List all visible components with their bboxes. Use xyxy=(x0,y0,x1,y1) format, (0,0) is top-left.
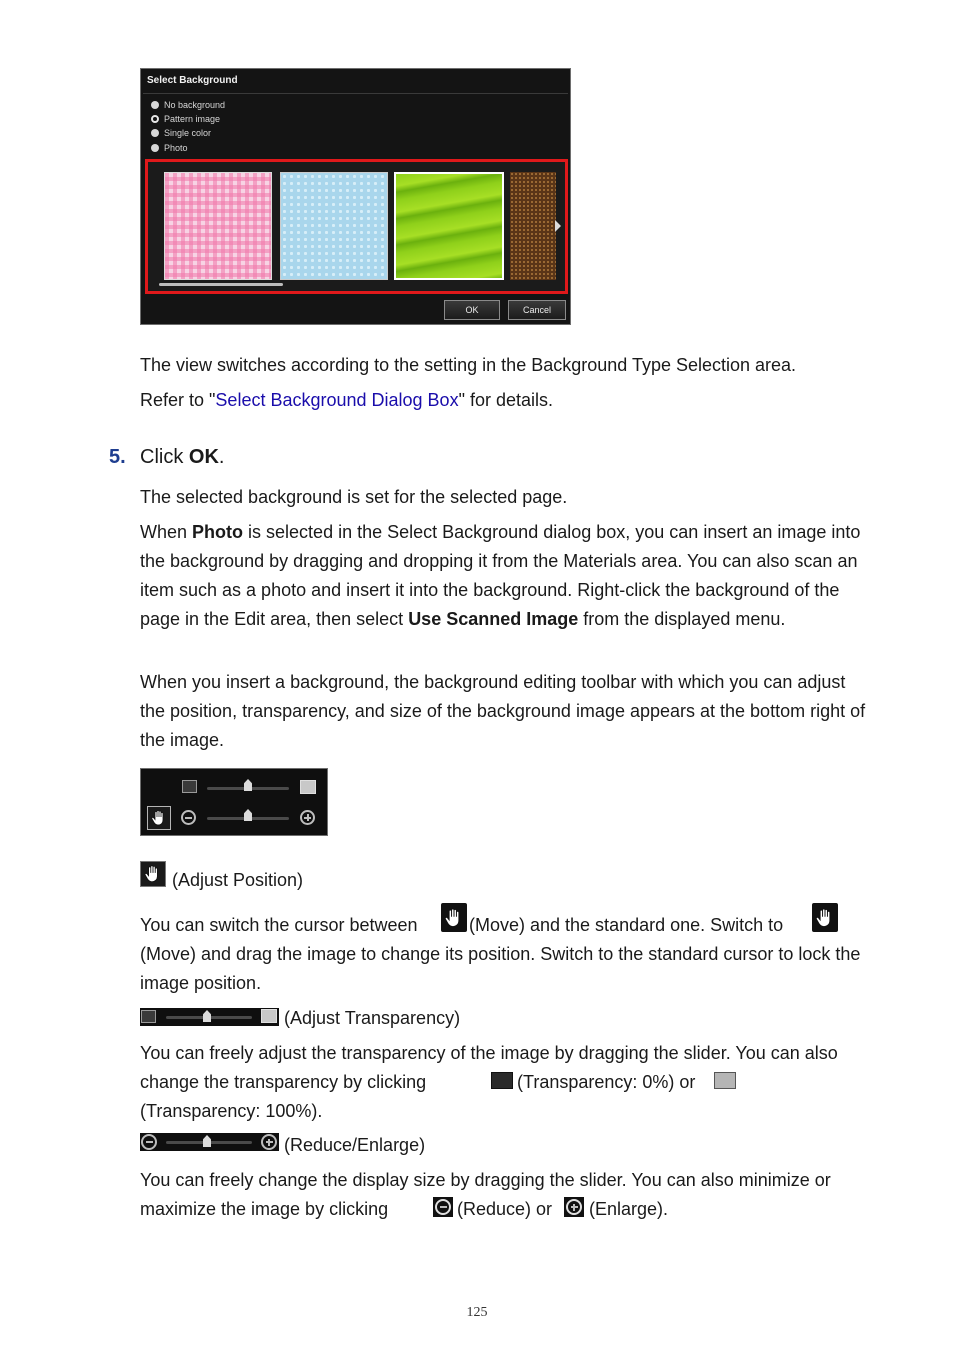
adjust-position-label: (Adjust Position) xyxy=(172,870,304,890)
step-suffix: . xyxy=(218,446,225,468)
reduce-inline-icon xyxy=(433,1197,453,1217)
photo-text-1: When xyxy=(140,522,193,542)
dialog-divider xyxy=(143,93,568,94)
adjust-position-button[interactable] xyxy=(147,806,171,830)
switch-text-3: (Move) and drag the image to change its position. Switch to the standard cursor to lock the image position. xyxy=(140,944,861,993)
pattern-thumbnail-brown-dots[interactable] xyxy=(510,172,556,280)
radio-selected-icon xyxy=(151,115,159,123)
select-background-dialog-link[interactable]: Select Background Dialog Box xyxy=(215,390,459,410)
transparency-100-icon xyxy=(261,1009,277,1023)
enlarge-icon xyxy=(261,1134,277,1150)
scroll-right-arrow-icon[interactable] xyxy=(555,220,561,232)
insert-background-paragraph: When you insert a background, the background editing toolbar with which you can adjust the position, transparency, and size of the background image appears at the bottom right of the image. xyxy=(140,672,866,750)
slider-knob xyxy=(203,1010,211,1022)
dialog-title: Select Background xyxy=(147,75,238,86)
hand-icon xyxy=(150,809,168,827)
radio-single-color[interactable] xyxy=(151,128,211,138)
switch-text-2: (Move) and the standard one. Switch to xyxy=(469,915,784,935)
refer-suffix: " for details. xyxy=(458,390,553,410)
select-background-dialog xyxy=(140,68,571,325)
photo-bold: Photo xyxy=(192,522,244,542)
photo-text-2: is selected in the Select Background dialog box, you can insert an image into the background by dragging and dropping it from the Materials area. You can also scan an item such as a photo and insert it into the background. Right-click the background of the page in the Edit area, then select xyxy=(140,522,861,629)
transparency-0-icon[interactable] xyxy=(182,780,197,793)
hand-icon xyxy=(443,906,465,930)
radio-icon xyxy=(151,144,159,152)
horizontal-scrollbar[interactable] xyxy=(159,283,283,286)
trans-text-3: (Transparency: 100%). xyxy=(140,1101,323,1121)
adjust-position-inline-icon xyxy=(140,861,166,887)
size-slider-inline-icon xyxy=(140,1133,279,1151)
radio-pattern-image[interactable] xyxy=(151,114,220,124)
reduce-icon xyxy=(141,1134,157,1150)
radio-photo[interactable] xyxy=(151,143,188,153)
refer-prefix: Refer to " xyxy=(140,390,216,410)
hand-icon xyxy=(143,864,163,884)
switch-text-1: You can switch the cursor between xyxy=(140,915,418,935)
radio-icon xyxy=(151,129,159,137)
transparency-slider-inline-icon xyxy=(140,1008,279,1026)
refer-text xyxy=(140,386,870,415)
selected-set-text: The selected background is set for the selected page. xyxy=(140,487,568,507)
adjust-transparency-label: (Adjust Transparency) xyxy=(284,1008,461,1028)
view-switch-text: The view switches according to the setting in the Background Type Selection area. xyxy=(140,355,797,375)
enlarge-inline-icon xyxy=(564,1197,584,1217)
pattern-thumbnail-blue-dots[interactable] xyxy=(280,172,388,280)
reduce-icon[interactable] xyxy=(181,810,196,825)
enlarge-icon[interactable] xyxy=(300,810,315,825)
step-number: 5. xyxy=(109,446,126,468)
radio-label: Photo xyxy=(164,143,188,153)
ok-button[interactable]: OK xyxy=(444,300,500,320)
hand-icon xyxy=(814,906,836,930)
transparency-100-icon[interactable] xyxy=(300,780,316,794)
pattern-thumbnail-pink-gingham[interactable] xyxy=(164,172,272,280)
photo-paragraph xyxy=(140,518,870,634)
step-prefix: Click xyxy=(140,446,189,468)
transparency-slider-knob[interactable] xyxy=(244,779,252,791)
move-hand-icon xyxy=(812,903,838,932)
move-hand-icon xyxy=(441,903,467,932)
use-scanned-image-bold: Use Scanned Image xyxy=(408,609,579,629)
radio-label: Single color xyxy=(164,128,212,138)
size-text-1: You can freely change the display size by dragging the slider. You can also minimize or maximize the image by clicking xyxy=(140,1170,831,1219)
pattern-thumbnail-area xyxy=(145,159,568,294)
reduce-enlarge-label: (Reduce/Enlarge) xyxy=(284,1135,426,1155)
size-slider-knob[interactable] xyxy=(244,809,252,821)
radio-label: Pattern image xyxy=(164,114,221,124)
radio-label: No background xyxy=(164,100,226,110)
page-number: 125 xyxy=(466,1305,488,1320)
radio-no-background[interactable] xyxy=(151,100,225,110)
trans-text-1: You can freely adjust the transparency of the image by dragging the slider. You can also change the transparency by clicking xyxy=(140,1043,838,1092)
background-editing-toolbar xyxy=(140,768,328,836)
pattern-thumbnail-green-waves[interactable] xyxy=(394,172,504,280)
transparency-0-icon xyxy=(141,1010,156,1023)
transparency-0-inline-icon xyxy=(491,1072,513,1089)
plus-circle-icon xyxy=(566,1199,582,1215)
minus-circle-icon xyxy=(435,1199,451,1215)
size-text-3: (Enlarge). xyxy=(589,1199,669,1219)
trans-text-2: (Transparency: 0%) or xyxy=(517,1072,696,1092)
cancel-button[interactable]: Cancel xyxy=(508,300,566,320)
photo-text-3: from the displayed menu. xyxy=(578,609,786,629)
slider-knob xyxy=(203,1135,211,1147)
size-text-2: (Reduce) or xyxy=(457,1199,553,1219)
step-heading xyxy=(140,446,224,469)
step-bold-ok: OK xyxy=(188,446,219,468)
transparency-100-inline-icon xyxy=(714,1072,736,1089)
radio-icon xyxy=(151,101,159,109)
